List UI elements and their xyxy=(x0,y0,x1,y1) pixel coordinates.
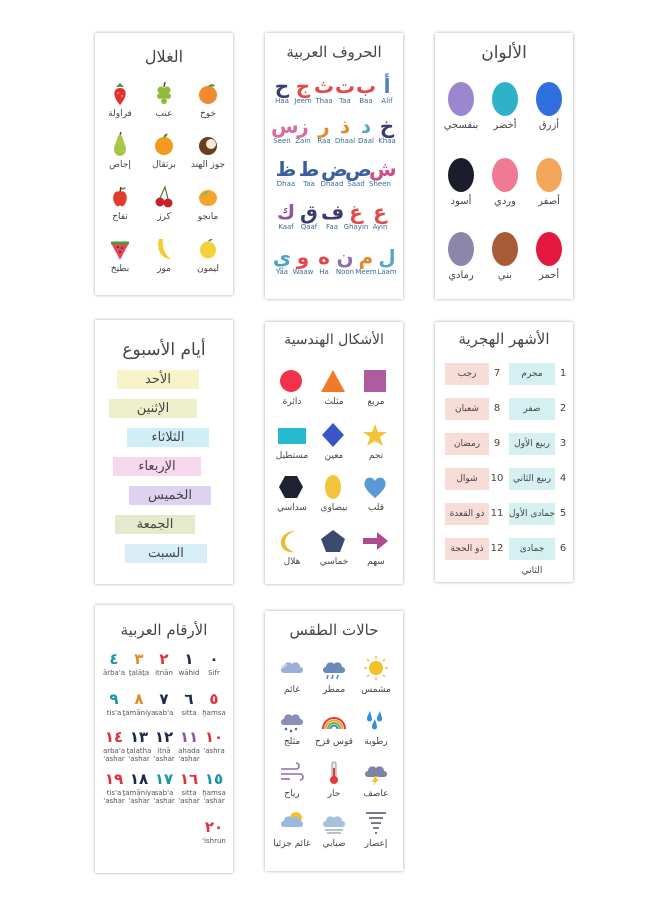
month-number: 5 xyxy=(559,508,567,519)
letter-name: Ha xyxy=(319,268,329,276)
arabic-digit: ١٠ xyxy=(204,728,224,746)
rectangle-icon xyxy=(278,422,306,449)
arabic-letter: ث xyxy=(313,74,335,98)
triangle-icon xyxy=(320,368,348,395)
fruit-item xyxy=(189,131,227,170)
arabic-digit: ٢ xyxy=(159,650,169,668)
arabic-digit: ٤ xyxy=(109,650,119,668)
numeral-item xyxy=(101,691,127,717)
shape-item xyxy=(273,422,311,461)
color-swatch xyxy=(490,81,520,117)
pear-icon xyxy=(109,131,131,158)
color-label: أخضر xyxy=(493,120,517,131)
shapes-card xyxy=(265,322,403,584)
color-swatch xyxy=(534,231,564,267)
orange-icon xyxy=(153,131,175,158)
color-swatch xyxy=(446,231,476,267)
arabic-digit: ٩ xyxy=(109,690,119,708)
thermometer-icon xyxy=(320,759,348,787)
arabic-digit: ٥ xyxy=(209,690,219,708)
crescent-icon xyxy=(278,528,306,555)
numeral-item xyxy=(101,771,127,805)
numeral-name: ṯalatha 'ashar xyxy=(126,747,152,763)
color-swatch xyxy=(534,157,564,193)
square-icon xyxy=(362,368,390,395)
fruit-item xyxy=(189,183,227,222)
weekday-item: الثلاثاء xyxy=(127,428,209,447)
alphabet-letter-item xyxy=(376,115,398,145)
alphabet-letter-item xyxy=(376,75,398,105)
arabic-letter: ب xyxy=(355,74,377,98)
weather-item xyxy=(273,809,311,849)
letter-name: Dhaa xyxy=(276,180,296,188)
letter-name: Laam xyxy=(377,268,397,276)
numeral-name: itnān xyxy=(155,669,173,677)
heart-icon xyxy=(362,474,390,501)
weather-item xyxy=(273,707,311,747)
month-name: رمضان xyxy=(445,433,489,455)
weekday-item: الأحد xyxy=(117,370,199,389)
rainbow-icon xyxy=(320,707,348,735)
arabic-letter: ع xyxy=(373,200,387,224)
numeral-name: wāhid xyxy=(178,669,200,677)
fruit-label: جوز الهند xyxy=(190,160,226,170)
shape-label: سهم xyxy=(367,557,385,567)
numeral-name: ṯalāṯa xyxy=(128,669,150,677)
tornado-icon xyxy=(362,809,390,837)
fruits-title: الغلال xyxy=(144,47,184,66)
month-name: رجب xyxy=(445,363,489,385)
month-number: 6 xyxy=(559,543,567,554)
watermelon-icon xyxy=(109,235,131,262)
arabic-letter: ذ xyxy=(339,114,351,138)
color-item xyxy=(487,157,523,207)
letter-name: Yaa xyxy=(276,268,288,276)
arabic-letter: ر xyxy=(318,114,330,138)
arabic-digit: ٣ xyxy=(134,650,144,668)
coconut-icon xyxy=(197,131,219,158)
fruit-label: ليمون xyxy=(197,264,219,274)
colors-title: الألوان xyxy=(481,43,527,63)
arabic-letter: ت xyxy=(334,74,356,98)
fruits-card xyxy=(95,33,233,295)
weather-label: قوس قزح xyxy=(315,737,353,747)
month-name: ربيع الأول xyxy=(509,433,555,455)
numeral-name: itnā 'ashar xyxy=(153,747,175,763)
weekday-item: الإربعاء xyxy=(113,457,201,476)
weather-label: ضبابي xyxy=(322,839,346,849)
weather-label: غائم xyxy=(284,685,300,695)
color-swatch xyxy=(446,157,476,193)
month-number: 2 xyxy=(559,403,567,414)
letter-name: Khaa xyxy=(378,137,396,145)
arabic-digit: ٢٠ xyxy=(204,818,224,836)
month-name: محرم xyxy=(509,363,555,385)
arabic-letter: ق xyxy=(300,200,318,224)
weekday-item: الجمعة xyxy=(115,515,195,534)
letter-name: Ayin xyxy=(372,223,388,231)
shape-label: خماسي xyxy=(319,557,349,567)
cherry-icon xyxy=(153,183,175,210)
fruit-item xyxy=(145,235,183,274)
month-name: ذو الحجة xyxy=(445,538,489,560)
letter-name: Faa xyxy=(326,223,338,231)
snow-icon xyxy=(278,707,306,735)
weather-label: عاصف xyxy=(363,789,389,799)
numerals-card xyxy=(95,605,233,873)
weather-item xyxy=(315,707,353,747)
shape-label: قلب xyxy=(367,503,385,513)
color-item xyxy=(531,81,567,131)
arabic-letter: م xyxy=(358,245,374,269)
fruit-label: كرز xyxy=(157,212,171,222)
arabic-digit: ٦ xyxy=(184,690,194,708)
fruit-item xyxy=(145,131,183,170)
arabic-digit: ١٧ xyxy=(154,770,174,788)
weather-item xyxy=(273,655,311,695)
numeral-name: 'ashra xyxy=(203,747,225,755)
month-number: 11 xyxy=(490,508,504,519)
letter-name: Baa xyxy=(359,97,373,105)
shape-label: سداسي xyxy=(277,503,307,513)
weekday-item: الإثنين xyxy=(109,399,197,418)
arabic-letter: ل xyxy=(378,245,396,269)
letter-name: Saad xyxy=(347,180,365,188)
numeral-name: sab'a 'ashar xyxy=(153,789,175,805)
month-number: 12 xyxy=(490,543,504,554)
color-swatch xyxy=(446,81,476,117)
shape-item xyxy=(315,422,353,461)
weather-label: حار xyxy=(327,789,341,799)
shape-label: دائرة xyxy=(282,397,302,407)
shapes-title: الأشكال الهندسية xyxy=(284,332,384,348)
shape-item xyxy=(357,368,395,407)
shape-item xyxy=(273,474,311,513)
arabic-digit: ١٨ xyxy=(129,770,149,788)
shape-item xyxy=(273,528,311,567)
color-label: أصفر xyxy=(538,196,560,207)
color-item xyxy=(531,231,567,281)
weather-label: رياح xyxy=(284,789,300,799)
arabic-digit: ٧ xyxy=(159,690,169,708)
oval-icon xyxy=(320,474,348,501)
fruit-item xyxy=(145,80,183,119)
weather-item xyxy=(315,655,353,695)
letter-name: Alif xyxy=(381,97,393,105)
arabic-digit: ١٣ xyxy=(129,728,149,746)
color-item xyxy=(531,157,567,207)
fruit-item xyxy=(145,183,183,222)
numeral-name: tis'a 'ashar xyxy=(103,789,125,805)
cloudy-icon xyxy=(278,655,306,683)
letter-name: Seen xyxy=(273,137,291,145)
fruit-label: خوخ xyxy=(199,109,217,119)
letter-name: Dhaal xyxy=(334,137,356,145)
hijri-months-card xyxy=(435,322,573,582)
color-label: أزرق xyxy=(538,120,560,131)
fruit-item xyxy=(101,131,139,170)
shape-label: مربع xyxy=(367,397,385,407)
weekdays-title: أيام الأسبوع xyxy=(122,340,206,360)
partly-cloudy-icon xyxy=(278,809,306,837)
color-label: بنفسجي xyxy=(443,120,479,131)
letter-name: Taa xyxy=(303,180,315,188)
mango-icon xyxy=(197,183,219,210)
color-label: أحمر xyxy=(538,270,560,281)
weekday-item: السبت xyxy=(125,544,207,563)
weather-item xyxy=(273,759,311,799)
letter-name: Waaw xyxy=(292,268,314,276)
weather-title: حالات الطقس xyxy=(289,621,379,639)
color-item xyxy=(443,81,479,131)
color-label: رمادي xyxy=(448,270,474,281)
arabic-digit: ١ xyxy=(184,650,194,668)
shape-item xyxy=(357,528,395,567)
color-label: بني xyxy=(497,270,513,281)
shape-item xyxy=(357,474,395,513)
color-label: وردي xyxy=(494,196,516,207)
weather-label: رطوبة xyxy=(364,737,388,747)
numeral-name: ṯamāniya 'ashar xyxy=(122,789,156,805)
arabic-letter: ك xyxy=(276,200,296,224)
strawberry-icon xyxy=(109,80,131,107)
month-name: شوال xyxy=(445,468,489,490)
rhombus-icon xyxy=(320,422,348,449)
weather-label: إعصار xyxy=(364,839,388,849)
month-name: صفر xyxy=(509,398,555,420)
sun-icon xyxy=(362,655,390,683)
arabic-digit: ٠ xyxy=(209,650,219,668)
letter-name: Ghayin xyxy=(343,223,369,231)
shape-label: هلال xyxy=(283,557,301,567)
shape-label: معين xyxy=(324,451,344,461)
weather-item xyxy=(357,809,395,849)
fruit-label: إجاص xyxy=(109,160,131,170)
arabic-letter: د xyxy=(360,114,372,138)
letter-name: Jeem xyxy=(294,97,312,105)
letter-name: Sheen xyxy=(369,180,391,188)
fruit-item xyxy=(189,235,227,274)
numeral-name: ḫamsa xyxy=(202,709,226,717)
shape-label: مثلث xyxy=(324,397,344,407)
color-item xyxy=(443,231,479,281)
fruit-label: مانجو xyxy=(197,212,219,222)
shape-item xyxy=(315,368,353,407)
letter-name: Dhaad xyxy=(320,180,344,188)
letter-name: Haa xyxy=(275,97,289,105)
numeral-name: Sifr xyxy=(208,669,220,677)
letter-name: Raa xyxy=(317,137,331,145)
hijri-months-title: الأشهر الهجرية xyxy=(458,330,550,348)
arabic-letter: ش xyxy=(369,157,397,181)
letter-name: Noon xyxy=(335,268,355,276)
month-number: 7 xyxy=(493,368,501,379)
shape-item xyxy=(315,528,353,567)
alphabet-letter-item xyxy=(369,157,397,188)
month-name: شعبان xyxy=(445,398,489,420)
arabic-letter: و xyxy=(296,245,310,269)
banana-icon xyxy=(153,235,175,262)
letter-name: Taa xyxy=(339,97,351,105)
weekdays-card xyxy=(95,320,233,584)
arabic-digit: ١٤ xyxy=(104,728,124,746)
fog-icon xyxy=(320,809,348,837)
fruit-label: تفاح xyxy=(112,212,128,222)
numeral-name: arba'a 'ashar xyxy=(102,747,126,763)
numeral-name: 'ishrun xyxy=(202,837,226,845)
color-item xyxy=(487,231,523,281)
month-number: 4 xyxy=(559,473,567,484)
weekday-item: الخميس xyxy=(129,486,211,505)
letter-name: Zain xyxy=(295,137,311,145)
color-label: أسود xyxy=(450,196,472,207)
arabic-digit: ١٩ xyxy=(104,770,124,788)
shape-item xyxy=(315,474,353,513)
numeral-item xyxy=(201,819,227,845)
arabic-letter: ض xyxy=(321,157,348,181)
weather-item xyxy=(357,759,395,799)
arabic-letter: خ xyxy=(379,114,395,138)
color-swatch xyxy=(490,231,520,267)
arabic-letter: ن xyxy=(336,245,354,269)
apple-icon xyxy=(109,183,131,210)
lemon-icon xyxy=(197,235,219,262)
color-swatch xyxy=(490,157,520,193)
numeral-name: sitta 'ashar xyxy=(178,789,200,805)
month-name: جمادى الأول xyxy=(509,503,555,525)
weather-item xyxy=(357,655,395,695)
numeral-name: tis'a xyxy=(106,709,122,717)
month-number: 8 xyxy=(493,403,501,414)
arabic-digit: ١١ xyxy=(179,728,199,746)
letter-name: Meem xyxy=(355,268,377,276)
month-number: 9 xyxy=(493,438,501,449)
numeral-item xyxy=(101,729,127,763)
numerals-title: الأرقام العربية xyxy=(120,621,208,639)
grapes-icon xyxy=(153,80,175,107)
shape-item xyxy=(273,368,311,407)
month-number: 1 xyxy=(559,368,567,379)
letter-name: Thaa xyxy=(315,97,333,105)
arrow-icon xyxy=(362,528,390,555)
arabic-letter: غ xyxy=(349,200,363,224)
month-number: 3 xyxy=(559,438,567,449)
letter-name: Kaaf xyxy=(278,223,294,231)
letter-name: Qaaf xyxy=(300,223,318,231)
month-name: ربيع الثاني xyxy=(509,468,555,490)
wind-icon xyxy=(278,759,306,787)
peach-icon xyxy=(197,80,219,107)
numeral-name: sitta xyxy=(181,709,197,717)
numeral-name: ārba'a xyxy=(102,669,126,677)
weather-card xyxy=(265,611,403,871)
fruit-label: موز xyxy=(157,264,171,274)
arabic-digit: ١٢ xyxy=(154,728,174,746)
arabic-letter: س xyxy=(271,114,299,138)
arabic-letter: ز xyxy=(297,114,309,138)
numeral-name: ṯamāniya xyxy=(122,709,156,717)
numeral-name: ahada 'ashar xyxy=(178,747,200,763)
arabic-letter: ه xyxy=(318,245,330,269)
weather-item xyxy=(315,809,353,849)
shape-label: بيضاوي xyxy=(320,503,348,513)
month-name: ذو القعدة xyxy=(445,503,489,525)
weather-label: مثلج xyxy=(283,737,301,747)
fruit-label: فراولة xyxy=(108,109,132,119)
arabic-digit: ١٦ xyxy=(179,770,199,788)
letter-name: Daal xyxy=(358,137,374,145)
numeral-item xyxy=(101,651,127,677)
circle-icon xyxy=(278,368,306,395)
rain-icon xyxy=(320,655,348,683)
fruit-item xyxy=(189,80,227,119)
humidity-icon xyxy=(362,707,390,735)
shape-label: نجم xyxy=(368,451,384,461)
weather-label: غائم جزئيا xyxy=(273,839,311,849)
storm-icon xyxy=(362,759,390,787)
weather-label: ممطر xyxy=(322,685,346,695)
shape-item xyxy=(357,422,395,461)
star-icon xyxy=(362,422,390,449)
fruit-item xyxy=(101,235,139,274)
alphabet-card xyxy=(265,33,403,299)
arabic-letter: ي xyxy=(272,245,292,269)
weather-item xyxy=(357,707,395,747)
arabic-digit: ٨ xyxy=(134,690,144,708)
arabic-digit: ١٥ xyxy=(204,770,224,788)
color-item xyxy=(487,81,523,131)
numeral-name: sab'a xyxy=(154,709,174,717)
color-swatch xyxy=(534,81,564,117)
weather-label: مشمس xyxy=(361,685,391,695)
fruit-label: بطيخ xyxy=(110,264,130,274)
arabic-letter: ص xyxy=(345,157,372,181)
numeral-name: ḫamsa 'ashar xyxy=(202,789,226,805)
month-number: 10 xyxy=(490,473,504,484)
arabic-letter: ج xyxy=(295,74,311,98)
fruit-label: عنب xyxy=(155,109,173,119)
hexagon-icon xyxy=(278,474,306,501)
weather-item xyxy=(315,759,353,799)
arabic-letter: ف xyxy=(321,200,345,224)
alphabet-title: الحروف العربية xyxy=(286,43,382,61)
fruit-item xyxy=(101,80,139,119)
alphabet-letter-item xyxy=(376,246,398,276)
month-name: جمادى الثاني xyxy=(509,538,555,560)
shape-label: مستطيل xyxy=(275,451,309,461)
arabic-letter: ط xyxy=(298,157,320,181)
pentagon-icon xyxy=(320,528,348,555)
fruit-label: برتقال xyxy=(152,160,176,170)
color-item xyxy=(443,157,479,207)
arabic-letter: أ xyxy=(383,74,391,98)
arabic-letter: ظ xyxy=(275,157,297,181)
colors-card xyxy=(435,33,573,299)
fruit-item xyxy=(101,183,139,222)
arabic-letter: ح xyxy=(274,74,290,98)
alphabet-letter-item xyxy=(369,201,391,231)
